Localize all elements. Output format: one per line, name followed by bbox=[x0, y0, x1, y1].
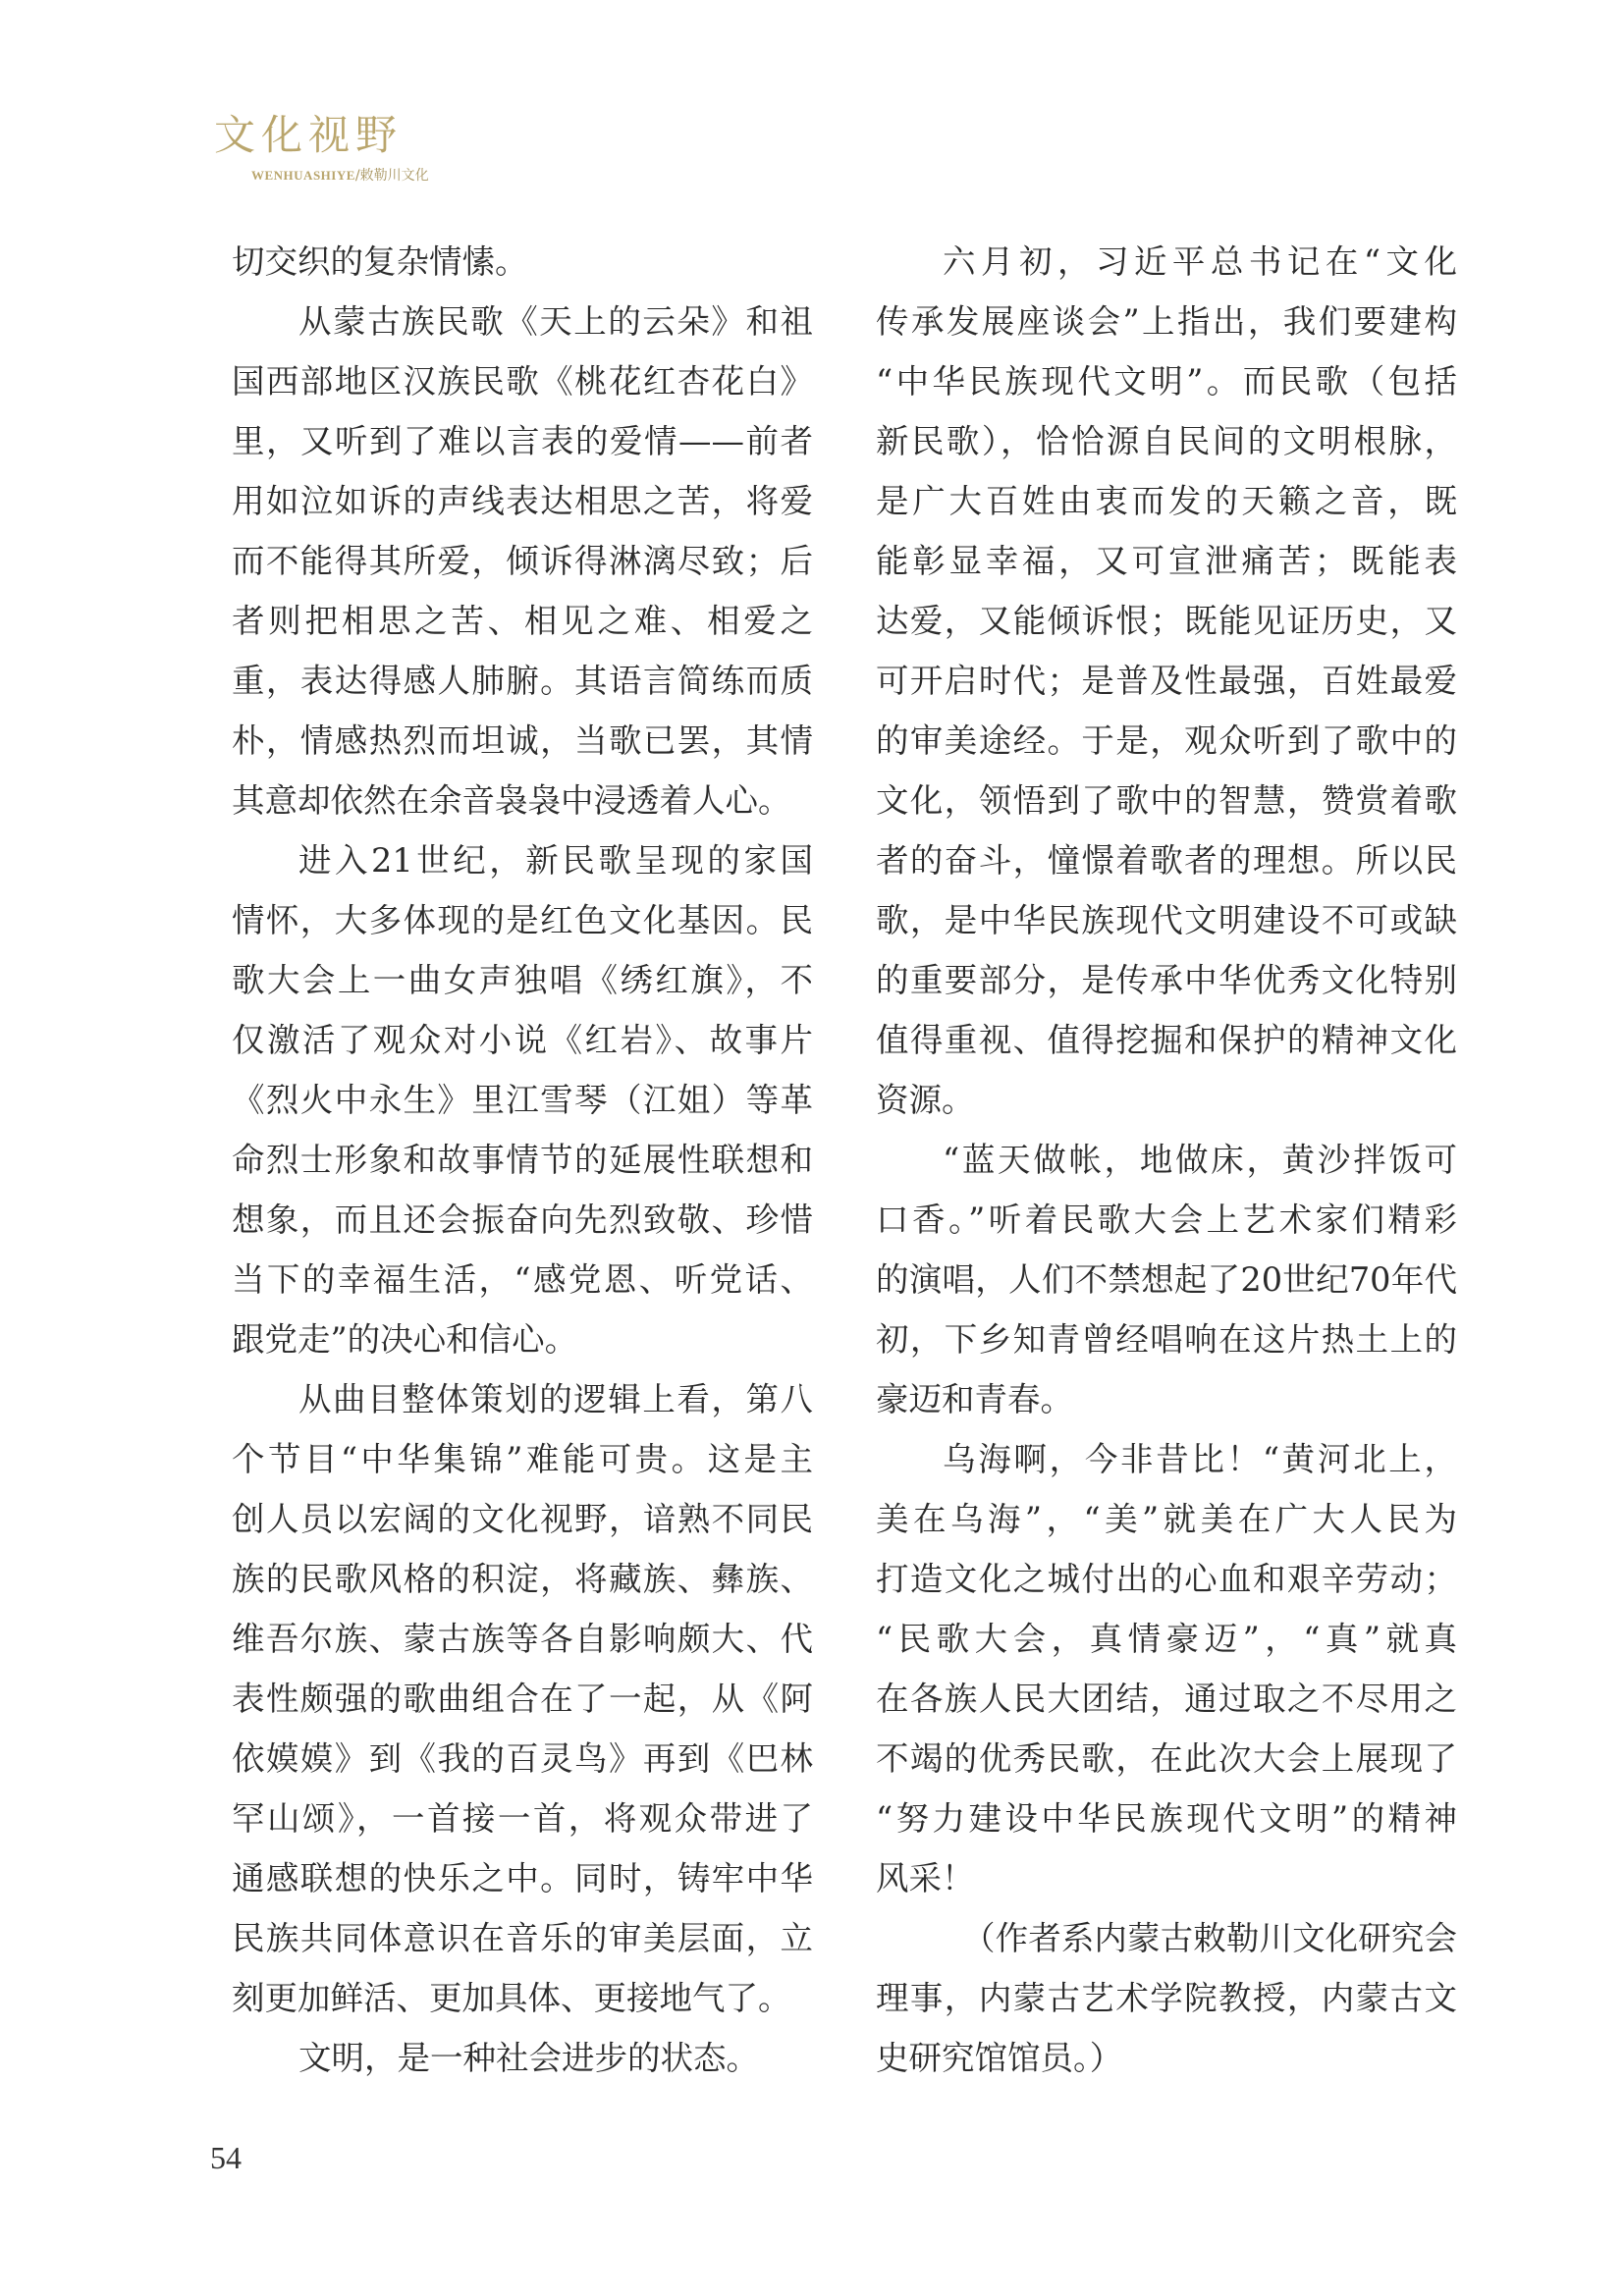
text-line-content: 里，又听到了难以言表的爱情——前者 bbox=[232, 422, 813, 460]
text-line bbox=[876, 1190, 1457, 1250]
text-line bbox=[876, 471, 1457, 531]
text-line-content: 朴，情感热烈而坦诚，当歌已罢，其情 bbox=[232, 721, 813, 760]
page-number: 54 bbox=[210, 2140, 242, 2175]
text-line bbox=[876, 1968, 1457, 2028]
text-line-content: 在各族人民大团结，通过取之不尽用之 bbox=[876, 1680, 1457, 1718]
text-line-content: 美在乌海”，“美”就美在广大人民为 bbox=[876, 1500, 1457, 1538]
text-line-content: 传承发展座谈会”上指出，我们要建构 bbox=[876, 302, 1457, 341]
text-line bbox=[876, 1669, 1457, 1729]
text-line-content: 可开启时代；是普及性最强，百姓最爱 bbox=[876, 662, 1457, 700]
text-line bbox=[876, 351, 1457, 411]
text-line bbox=[876, 1609, 1457, 1669]
text-line bbox=[232, 1848, 813, 1908]
section-subtitle-cn: 敕勒川文化 bbox=[359, 168, 429, 184]
text-line bbox=[876, 232, 1457, 292]
text-line-content: “民歌大会，真情豪迈”，“真”就真 bbox=[876, 1620, 1457, 1658]
text-line bbox=[876, 1489, 1457, 1549]
text-line bbox=[232, 411, 813, 471]
text-line bbox=[232, 591, 813, 651]
text-line-content: 命烈士形象和故事情节的延展性联想和 bbox=[232, 1141, 813, 1179]
text-line-content: 能彰显幸福，又可宣泄痛苦；既能表 bbox=[876, 542, 1457, 580]
text-line-content: 新民歌），恰恰源自民间的文明根脉， bbox=[876, 422, 1457, 460]
text-line bbox=[232, 232, 813, 292]
text-line bbox=[876, 890, 1457, 950]
text-line bbox=[876, 292, 1457, 351]
text-line-content: 六月初，习近平总书记在“文化 bbox=[943, 242, 1457, 281]
text-line bbox=[876, 1369, 1457, 1429]
text-line bbox=[232, 1429, 813, 1489]
text-line-content: 当下的幸福生活，“感党恩、听党话、 bbox=[232, 1260, 813, 1299]
text-line-content: 用如泣如诉的声线表达相思之苦，将爱 bbox=[232, 482, 813, 520]
section-subtitle bbox=[251, 165, 429, 186]
text-line-content: 不竭的优秀民歌，在此次大会上展现了 bbox=[876, 1739, 1457, 1778]
text-line bbox=[876, 1309, 1457, 1369]
text-line-content: 文明，是一种社会进步的状态。 bbox=[298, 2039, 759, 2077]
text-line-content: 的重要部分，是传承中华优秀文化特别 bbox=[876, 961, 1457, 999]
text-line-content: 族的民歌风格的积淀，将藏族、彝族、 bbox=[232, 1560, 813, 1598]
text-line bbox=[876, 531, 1457, 591]
text-line-content: 从蒙古族民歌《天上的云朵》和祖 bbox=[298, 302, 813, 341]
text-line bbox=[232, 771, 813, 830]
text-line-content: 表性颇强的歌曲组合在了一起，从《阿 bbox=[232, 1680, 813, 1718]
text-line-content: 仅激活了观众对小说《红岩》、故事片 bbox=[232, 1021, 813, 1059]
text-line-content: 资源。 bbox=[876, 1081, 975, 1119]
text-line-content: 初，下乡知青曾经唱响在这片热土上的 bbox=[876, 1320, 1457, 1359]
text-line-content: 口香。”听着民歌大会上艺术家们精彩 bbox=[876, 1201, 1457, 1239]
text-line bbox=[232, 1968, 813, 2028]
text-line-content: 而不能得其所爱，倾诉得淋漓尽致；后 bbox=[232, 542, 813, 580]
text-line bbox=[876, 1908, 1457, 1968]
text-line bbox=[876, 711, 1457, 771]
text-line bbox=[876, 1848, 1457, 1908]
text-line bbox=[876, 1789, 1457, 1848]
text-line bbox=[232, 1669, 813, 1729]
text-line bbox=[876, 830, 1457, 890]
text-line-content: 《烈火中永生》里江雪琴（江姐）等革 bbox=[232, 1081, 813, 1119]
text-line bbox=[232, 1070, 813, 1130]
text-line bbox=[232, 651, 813, 711]
text-line-content: （作者系内蒙古敕勒川文化研究会 bbox=[962, 1919, 1457, 1957]
text-line-content: 史研究馆馆员。） bbox=[876, 2039, 1123, 2077]
text-line-content: 歌大会上一曲女声独唱《绣红旗》，不 bbox=[232, 961, 813, 999]
text-line bbox=[232, 1130, 813, 1190]
text-line bbox=[232, 830, 813, 890]
text-line-content: 从曲目整体策划的逻辑上看，第八 bbox=[298, 1380, 813, 1418]
text-line-content: “蓝天做帐，地做床，黄沙拌饭可 bbox=[943, 1141, 1457, 1179]
text-line bbox=[876, 591, 1457, 651]
text-line bbox=[232, 1789, 813, 1848]
text-line-content: “努力建设中华民族现代文明”的精神 bbox=[876, 1799, 1457, 1838]
text-line-content: 其意却依然在余音袅袅中浸透着人心。 bbox=[232, 781, 791, 820]
text-line-content: 个节目“中华集锦”难能可贵。这是主 bbox=[232, 1440, 813, 1478]
text-line bbox=[876, 1250, 1457, 1309]
text-line-content: 国西部地区汉族民歌《桃花红杏花白》 bbox=[232, 362, 813, 400]
text-line bbox=[232, 1908, 813, 1968]
section-subtitle-separator: / bbox=[354, 168, 360, 184]
text-line bbox=[876, 1010, 1457, 1070]
section-subtitle-en: WENHUASHIYE bbox=[251, 168, 355, 183]
text-line-content: 歌，是中华民族现代文明建设不可或缺 bbox=[876, 901, 1457, 939]
text-line-content: 通感联想的快乐之中。同时，铸牢中华 bbox=[232, 1859, 813, 1897]
text-line bbox=[232, 1010, 813, 1070]
text-line-content: 维吾尔族、蒙古族等各自影响颇大、代 bbox=[232, 1620, 813, 1658]
text-line bbox=[232, 1609, 813, 1669]
text-line bbox=[232, 292, 813, 351]
text-line bbox=[876, 771, 1457, 830]
text-line bbox=[232, 531, 813, 591]
text-line bbox=[876, 1729, 1457, 1789]
text-line bbox=[232, 1309, 813, 1369]
text-line-content: 打造文化之城付出的心血和艰辛劳动； bbox=[876, 1560, 1457, 1598]
text-line bbox=[876, 1549, 1457, 1609]
text-line-content: 豪迈和青春。 bbox=[876, 1380, 1073, 1418]
text-line-content: 想象，而且还会振奋向先烈致敬、珍惜 bbox=[232, 1201, 813, 1239]
text-line-content: 的审美途经。于是，观众听到了歌中的 bbox=[876, 721, 1457, 760]
text-line-content: 者则把相思之苦、相见之难、相爱之 bbox=[232, 602, 813, 640]
text-line-content: 者的奋斗，憧憬着歌者的理想。所以民 bbox=[876, 841, 1457, 880]
text-line-content: 依嫫嫫》到《我的百灵鸟》再到《巴林 bbox=[232, 1739, 813, 1778]
text-line-content: 文化，领悟到了歌中的智慧，赞赏着歌 bbox=[876, 781, 1457, 820]
text-line-content: 值得重视、值得挖掘和保护的精神文化 bbox=[876, 1021, 1457, 1059]
text-line-content: 切交织的复杂情愫。 bbox=[232, 242, 528, 281]
text-line bbox=[876, 1070, 1457, 1130]
text-line-content: 民族共同体意识在音乐的审美层面，立 bbox=[232, 1919, 813, 1957]
text-line bbox=[876, 651, 1457, 711]
text-line bbox=[876, 2028, 1457, 2088]
text-line-content: 是广大百姓由衷而发的天籁之音，既 bbox=[876, 482, 1457, 520]
text-line-content: 进入21世纪，新民歌呈现的家国 bbox=[298, 841, 813, 880]
right-text-column bbox=[876, 232, 1457, 2088]
text-line-content: 理事，内蒙古艺术学院教授，内蒙古文 bbox=[876, 1979, 1457, 2017]
text-line bbox=[232, 1489, 813, 1549]
text-line-content: 达爱，又能倾诉恨；既能见证历史，又 bbox=[876, 602, 1457, 640]
text-line-content: 的演唱，人们不禁想起了20世纪70年代 bbox=[876, 1260, 1457, 1299]
text-line bbox=[232, 711, 813, 771]
text-line bbox=[232, 1250, 813, 1309]
text-line bbox=[232, 950, 813, 1010]
section-header bbox=[214, 110, 803, 188]
text-line-content: 刻更加鲜活、更加具体、更接地气了。 bbox=[232, 1979, 791, 2017]
text-line-content: 罕山颂》，一首接一首，将观众带进了 bbox=[232, 1799, 813, 1838]
text-line-content: 风采！ bbox=[876, 1859, 975, 1897]
text-line bbox=[232, 471, 813, 531]
text-line bbox=[232, 1369, 813, 1429]
text-line bbox=[876, 1130, 1457, 1190]
left-text-column bbox=[232, 232, 813, 2088]
text-line bbox=[232, 1549, 813, 1609]
text-line-content: 乌海啊，今非昔比！“黄河北上， bbox=[943, 1440, 1457, 1478]
text-line bbox=[232, 1729, 813, 1789]
text-line-content: 创人员以宏阔的文化视野，谙熟不同民 bbox=[232, 1500, 813, 1538]
text-line bbox=[876, 1429, 1457, 1489]
text-line bbox=[876, 411, 1457, 471]
section-title: 文化视野 bbox=[214, 111, 404, 159]
text-line bbox=[232, 890, 813, 950]
text-line-content: “中华民族现代文明”。而民歌（包括 bbox=[876, 362, 1457, 400]
text-line bbox=[232, 351, 813, 411]
text-line-content: 情怀，大多体现的是红色文化基因。民 bbox=[232, 901, 813, 939]
text-line-content: 跟党走”的决心和信心。 bbox=[232, 1320, 578, 1359]
text-line bbox=[876, 950, 1457, 1010]
text-line bbox=[232, 1190, 813, 1250]
text-line bbox=[232, 2028, 813, 2088]
text-line-content: 重，表达得感人肺腑。其语言简练而质 bbox=[232, 662, 813, 700]
